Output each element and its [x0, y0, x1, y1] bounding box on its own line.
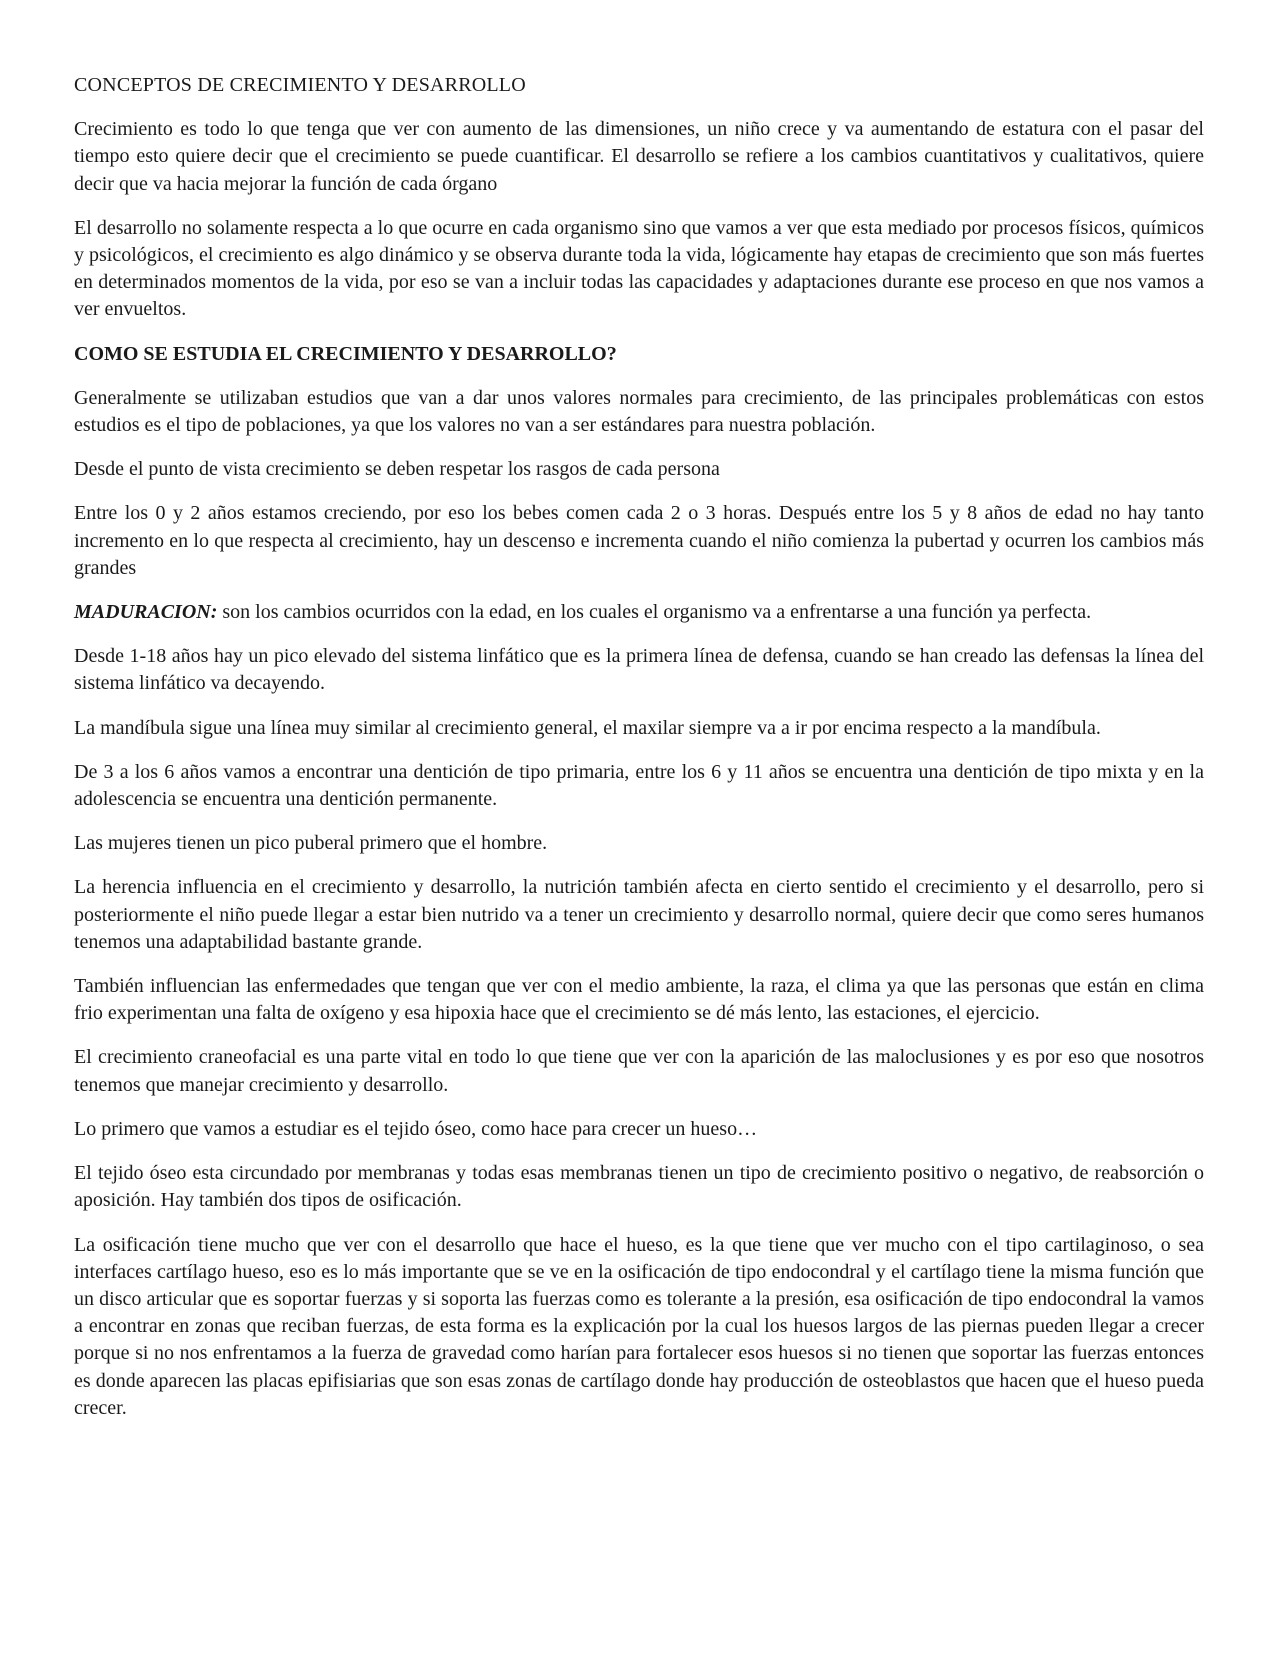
paragraph-maduracion [74, 599, 1204, 626]
paragraph-osificacion: La osificación tiene mucho que ver con el desarrollo que hace el hueso, es la que tiene que ver mucho con el tipo cartilaginoso, o sea interfaces cartílago hueso, eso es lo más importante que se ve en la osificación de tipo endocondral y el cartílago tiene la misma función que un disco articular que es soportar fuerzas y si soporta las fuerzas como es tolerante a la presión, esa osificación de tipo endocondral la vamos a encontrar en zonas que reciban fuerzas, de esta forma es la explicación por la cual los huesos largos de las piernas pueden llegar a crecer porque si no nos enfrentamos a la fuerza de gravedad como harían para fortalecer esos huesos si no tienen que soportar las fuerzas entonces es donde aparecen las placas epifisiarias que son esas zonas de cartílago donde hay producción de osteoblastos que hacen que el hueso pueda crecer. [74, 1233, 1204, 1419]
paragraph-desarrollo: El desarrollo no solamente respecta a lo que ocurre en cada organismo sino que vamos a ver que esta mediado por procesos físicos, químicos y psicológicos, el crecimiento es algo dinámico y se observa durante toda la vida, lógicamente hay etapas de crecimiento que son más fuertes en determinados momentos de la vida, por eso se van a incluir todas las capacidades y adaptaciones durante ese proceso en que nos vamos a ver envueltos. [74, 216, 1204, 321]
paragraph-enfermedades-ambiente: También influencian las enfermedades que tengan que ver con el medio ambiente, la raza, el clima ya que las personas que están en clima frio experimentan una falta de oxígeno y esa hipoxia hace que el crecimiento se dé más lento, las estaciones, el ejercicio. [74, 975, 1204, 1025]
document-title: CONCEPTOS DE CRECIMIENTO Y DESARROLLO [74, 74, 526, 96]
paragraph-mandibula: La mandíbula sigue una línea muy similar al crecimiento general, el maxilar siempre va a ir por encima respecto a la mandíbula. [74, 716, 1101, 739]
maduracion-term: MADURACION: [74, 601, 218, 624]
paragraph-crecimiento-definicion: Crecimiento es todo lo que tenga que ver con aumento de las dimensiones, un niño crece y va aumentando de estatura con el pasar del tiempo esto quiere decir que el crecimiento se puede cuantificar. El desarrollo se refiere a los cambios cuantitativos y cualitativos, quiere decir que va hacia mejorar la función de cada órgano [74, 118, 1204, 195]
paragraph-estudios-valores: Generalmente se utilizaban estudios que van a dar unos valores normales para crecimiento, de las principales problemáticas con estos estudios es el tipo de poblaciones, ya que los valores no van a ser estándares para nuestra población. [74, 386, 1204, 437]
paragraph-tejido-oseo-membranas: El tejido óseo esta circundado por membranas y todas esas membranas tienen un tipo de crecimiento positivo o negativo, de reabsorción o aposición. Hay también dos tipos de osificación. [74, 1162, 1204, 1212]
section-heading-estudio: COMO SE ESTUDIA EL CRECIMIENTO Y DESARROLLO? [74, 342, 617, 365]
maduracion-text: son los cambios ocurridos con la edad, en los cuales el organismo va a enfrentarse a una función ya perfecta. [217, 601, 1092, 624]
paragraph-pico-puberal: Las mujeres tienen un pico puberal primero que el hombre. [74, 832, 548, 855]
paragraph-tejido-oseo-intro: Lo primero que vamos a estudiar es el tejido óseo, como hace para crecer un hueso… [74, 1117, 758, 1140]
paragraph-denticion: De 3 a los 6 años vamos a encontrar una dentición de tipo primaria, entre los 6 y 11 años se encuentra una dentición de tipo mixta y en la adolescencia se encuentra una dentición permanente. [74, 760, 1204, 811]
paragraph-crecimiento-craneofacial: El crecimiento craneofacial es una parte vital en todo lo que tiene que ver con la aparición de las maloclusiones y es por eso que nosotros tenemos que manejar crecimiento y desarrollo. [74, 1046, 1204, 1096]
paragraph-rasgos-persona: Desde el punto de vista crecimiento se deben respetar los rasgos de cada persona [74, 458, 720, 481]
document-page [74, 72, 1204, 1439]
paragraph-herencia-nutricion: La herencia influencia en el crecimiento y desarrollo, la nutrición también afecta en cierto sentido el crecimiento y el desarrollo, pero si posteriormente el niño puede llegar a estar bien nutrido va a tener un crecimiento y desarrollo normal, quiere decir que como seres humanos tenemos una adaptabilidad bastante grande. [74, 876, 1204, 953]
paragraph-sistema-linfatico: Desde 1-18 años hay un pico elevado del sistema linfático que es la primera línea de defensa, cuando se han creado las defensas la línea del sistema linfático va decayendo. [74, 645, 1204, 695]
paragraph-edades-crecimiento: Entre los 0 y 2 años estamos creciendo, por eso los bebes comen cada 2 o 3 horas. Después entre los 5 y 8 años de edad no hay tanto incremento en lo que respecta al crecimiento, hay un descenso e incrementa cuando el niño comienza la pubertad y ocurren los cambios más grandes [74, 502, 1204, 579]
